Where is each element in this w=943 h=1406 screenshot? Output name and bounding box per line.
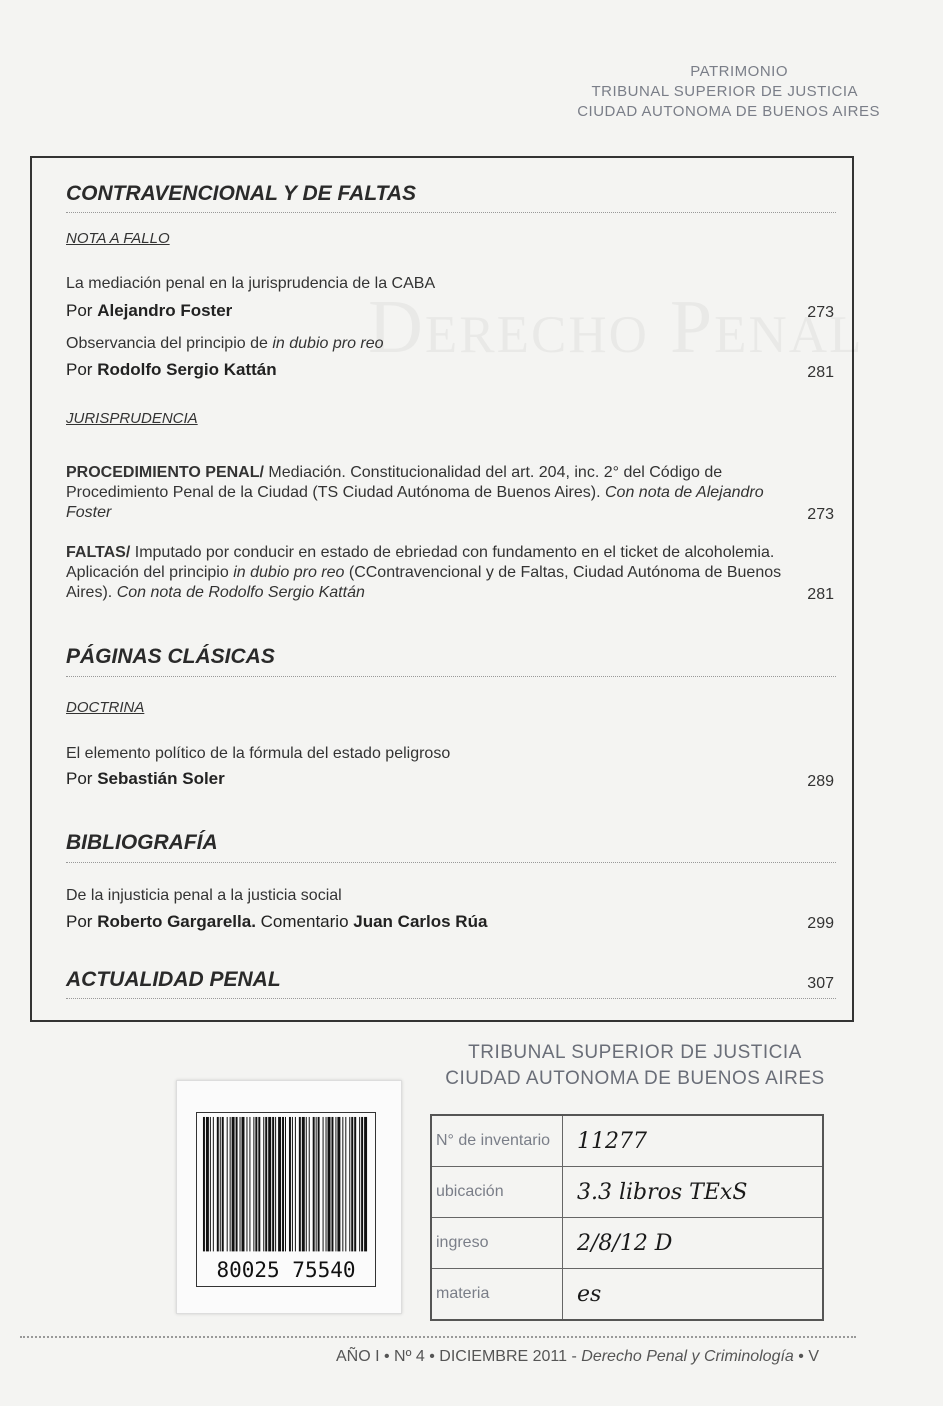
- table-row: [431, 1218, 823, 1269]
- jurisprudence-entry: FALTAS/ Imputado por conducir en estado de ebriedad con fundamento en el ticket de alcoholemia. Aplicación del principio in dubio pro reo (CContravencional y de Faltas, Ciudad Autónoma de Buenos Aires). Con nota de Rodolfo Sergio Kattán: [66, 544, 782, 601]
- section-rule: [66, 998, 836, 999]
- section-rule: [66, 862, 836, 863]
- article-author: Por Rodolfo Sergio Kattán: [66, 360, 277, 379]
- stamp-line-1: TRIBUNAL SUPERIOR DE JUSTICIA: [468, 1042, 802, 1063]
- article-title: De la injusticia penal a la justicia social: [66, 887, 342, 904]
- patrimonio-stamp: [540, 62, 900, 122]
- table-row: [431, 1167, 823, 1218]
- article-author: Por Alejandro Foster: [66, 301, 233, 320]
- stamp-line-2: CIUDAD AUTONOMA DE BUENOS AIRES: [445, 1068, 825, 1089]
- row-label: ingreso: [431, 1218, 563, 1269]
- table-row: [431, 1115, 823, 1167]
- row-value: 2/8/12 D: [563, 1218, 824, 1269]
- stamp-line-3: CIUDAD AUTONOMA DE BUENOS AIRES: [577, 103, 880, 120]
- section-rule: [66, 676, 836, 677]
- article-author: Por Roberto Gargarella. Comentario Juan Carlos Rúa: [66, 912, 488, 931]
- row-value: es: [563, 1269, 824, 1321]
- subsection-nota-a-fallo: NOTA A FALLO: [66, 230, 170, 247]
- page-number: 299: [807, 915, 834, 932]
- section-title-bibliografia: BIBLIOGRAFÍA: [66, 831, 218, 854]
- table-row: [431, 1269, 823, 1321]
- page-number: 281: [807, 586, 834, 603]
- page-number: 289: [807, 773, 834, 790]
- article-author: Por Sebastián Soler: [66, 769, 225, 788]
- subsection-doctrina: DOCTRINA: [66, 699, 145, 716]
- section-rule: [66, 212, 836, 213]
- stamp-line-2: TRIBUNAL SUPERIOR DE JUSTICIA: [591, 83, 858, 100]
- footer-rule: [20, 1336, 856, 1338]
- section-title-actualidad: ACTUALIDAD PENAL: [66, 968, 281, 991]
- section-title-clasicas: PÁGINAS CLÁSICAS: [66, 645, 275, 668]
- row-label: N° de inventario: [431, 1115, 563, 1167]
- row-value: 11277: [563, 1115, 824, 1167]
- page-number: 273: [807, 506, 834, 523]
- jurisprudence-entry: PROCEDIMIENTO PENAL/ Mediación. Constitucionalidad del art. 204, inc. 2° del Código de Procedimiento Penal de la Ciudad (TS Ciudad Autónoma de Buenos Aires). Con nota de Alejandro Foster: [66, 464, 764, 521]
- row-value: 3.3 libros TExS: [563, 1167, 824, 1218]
- subsection-jurisprudencia: JURISPRUDENCIA: [66, 410, 198, 427]
- tribunal-stamp: [420, 1040, 850, 1092]
- article-title: La mediación penal en la jurisprudencia de la CABA: [66, 275, 436, 292]
- barcode-number: 80025 75540: [216, 1258, 356, 1282]
- row-label: materia: [431, 1269, 563, 1321]
- stamp-line-1: PATRIMONIO: [690, 63, 788, 80]
- page-footer: AÑO I • Nº 4 • DICIEMBRE 2011 - Derecho Penal y Criminología • V: [336, 1348, 819, 1365]
- page-number: 273: [807, 304, 834, 321]
- article-title: El elemento político de la fórmula del estado peligroso: [66, 745, 451, 762]
- section-title-contravencional: CONTRAVENCIONAL Y DE FALTAS: [66, 182, 417, 205]
- page-number: 307: [807, 975, 834, 992]
- article-title: Observancia del principio de in dubio pro reo: [66, 335, 384, 352]
- inventory-table: [430, 1114, 824, 1321]
- row-label: ubicación: [431, 1167, 563, 1218]
- page-number: 281: [807, 364, 834, 381]
- watermark: [368, 284, 863, 371]
